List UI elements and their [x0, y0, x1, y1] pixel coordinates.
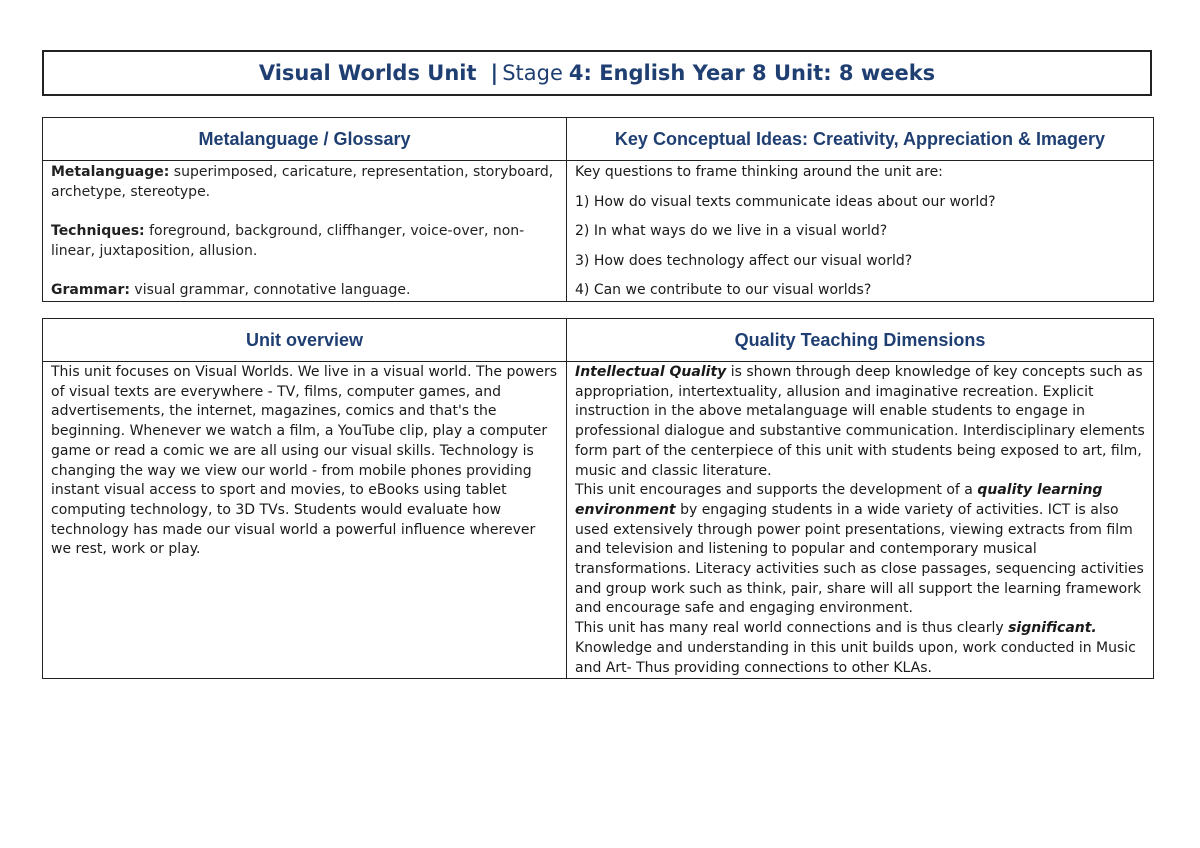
glossary-header: Metalanguage / Glossary	[43, 118, 567, 161]
quality-environment: This unit encourages and supports the development of a quality learning environment by engaging students in a wide variety of activities. ICT is also used extensively through power point presentations, viewing extracts from film and television and listening to popular and contemporary musical transformations. Literacy activities such as close passages, sequencing activities and group work such as think, pair, share will all support the learning framework and encourage safe and engaging environment.	[575, 482, 1144, 617]
unit-overview-cell	[43, 362, 567, 679]
glossary-grammar: Grammar: visual grammar, connotative language.	[51, 282, 411, 298]
quality-teaching-cell	[567, 362, 1154, 679]
quality-significance: This unit has many real world connections and is thus clearly significant. Knowledge and understanding in this unit builds upon, work conducted in Music and Art- Thus providing connections to other KLAs.	[575, 620, 1136, 676]
quality-teaching-header: Quality Teaching Dimensions	[567, 319, 1154, 362]
key-concepts-header: Key Conceptual Ideas: Creativity, Appreciation & Imagery	[567, 118, 1154, 161]
title-separator: |	[490, 61, 499, 85]
title-stage-details: 4: English Year 8 Unit: 8 weeks	[568, 61, 936, 85]
document-title	[42, 50, 1152, 96]
title-stage-label: Stage	[502, 61, 563, 85]
unit-overview-header: Unit overview	[43, 319, 567, 362]
key-questions-intro: Key questions to frame thinking around the unit are:	[575, 164, 943, 180]
key-question: 2) In what ways do we live in a visual world?	[575, 223, 888, 239]
glossary-cell	[43, 161, 567, 302]
glossary-techniques: Techniques: foreground, background, cliffhanger, voice-over, non-linear, juxtaposition, allusion.	[51, 223, 525, 259]
unit-overview-text: This unit focuses on Visual Worlds. We live in a visual world. The powers of visual texts are everywhere - TV, films, computer games, and advertisements, the internet, magazines, comics and that's the beginning. Whenever we watch a film, a YouTube clip, play a computer game or read a comic we are all using our visual skills. Technology is changing the way we view our world - from mobile phones providing instant visual access to sport and movies, to eBooks using tablet computing technology, to 3D TVs. Students would evaluate how technology has made our visual world a powerful influence wherever we rest, work or play.	[51, 364, 558, 558]
key-question: 1) How do visual texts communicate ideas about our world?	[575, 193, 996, 210]
glossary-concepts-table	[42, 117, 1154, 302]
quality-intellectual: Intellectual Quality is shown through deep knowledge of key concepts such as appropriation, intertextuality, allusion and imaginative recreation. Explicit instruction in the above metalanguage will enable students to engage in professional dialogue and substantive communication. Interdisciplinary elements form part of the centerpiece of this unit with students being exposed to art, film, music and classic literature.	[575, 364, 1145, 479]
key-question: 4) Can we contribute to our visual worlds?	[575, 282, 872, 298]
glossary-metalanguage: Metalanguage: superimposed, caricature, representation, storyboard, archetype, stereotype.	[51, 164, 554, 200]
key-question: 3) How does technology affect our visual world?	[575, 252, 913, 269]
overview-dimensions-table	[42, 318, 1154, 679]
key-concepts-cell	[567, 161, 1154, 302]
title-unit-name: Visual Worlds Unit	[258, 61, 477, 85]
